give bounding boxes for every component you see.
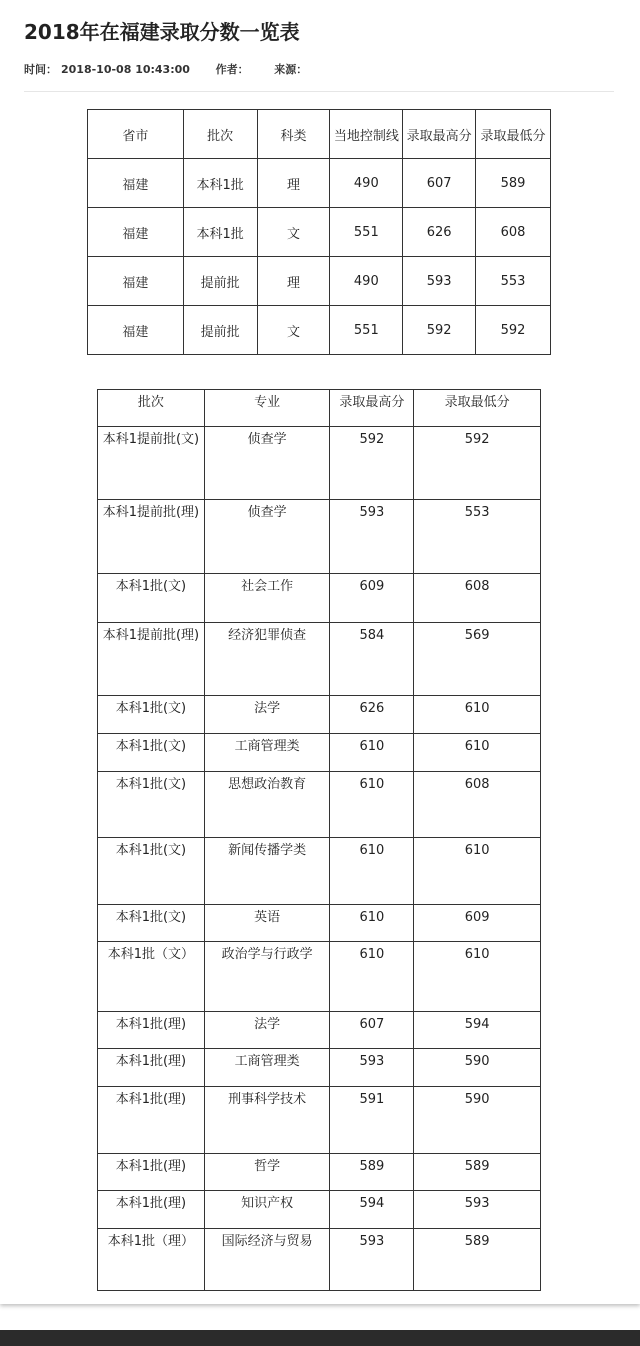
header-cell: 当地控制线 bbox=[330, 110, 403, 159]
table-cell: 610 bbox=[330, 838, 414, 905]
table-cell: 610 bbox=[414, 942, 541, 1012]
time-value: 2018-10-08 10:43:00 bbox=[61, 63, 190, 76]
table-cell: 本科1批(文) bbox=[98, 574, 205, 623]
table-row bbox=[98, 734, 541, 772]
table-cell: 侦查学 bbox=[204, 500, 330, 574]
table-cell: 福建 bbox=[88, 257, 184, 306]
table-cell: 本科1批(理) bbox=[98, 1049, 205, 1087]
table-cell: 551 bbox=[330, 306, 403, 355]
table-cell: 609 bbox=[414, 905, 541, 942]
table-cell: 592 bbox=[330, 427, 414, 500]
table-row bbox=[98, 942, 541, 1012]
table-cell: 本科1批(文) bbox=[98, 734, 205, 772]
table-cell: 本科1批 bbox=[183, 208, 257, 257]
time-label: 时间： bbox=[24, 63, 57, 76]
article-title: 2018年在福建录取分数一览表 bbox=[24, 20, 300, 44]
table-row bbox=[98, 696, 541, 734]
header-cell: 录取最低分 bbox=[414, 390, 541, 427]
table-cell: 本科1批(理) bbox=[98, 1191, 205, 1229]
table-cell: 592 bbox=[403, 306, 476, 355]
table-cell: 610 bbox=[330, 905, 414, 942]
table-cell: 本科1提前批(理) bbox=[98, 623, 205, 696]
header-cell: 批次 bbox=[183, 110, 257, 159]
table-cell: 理 bbox=[257, 257, 330, 306]
header-cell: 录取最高分 bbox=[403, 110, 476, 159]
table-cell: 589 bbox=[414, 1229, 541, 1291]
table-cell: 新闻传播学类 bbox=[204, 838, 330, 905]
table-row bbox=[98, 905, 541, 942]
table-cell: 589 bbox=[476, 159, 551, 208]
table-cell: 提前批 bbox=[183, 257, 257, 306]
table-row bbox=[98, 838, 541, 905]
table-cell: 594 bbox=[330, 1191, 414, 1229]
table-row bbox=[88, 208, 551, 257]
table-cell: 607 bbox=[403, 159, 476, 208]
table-cell: 文 bbox=[257, 208, 330, 257]
table-cell: 593 bbox=[414, 1191, 541, 1229]
major-score-table bbox=[97, 389, 541, 1291]
table-cell: 569 bbox=[414, 623, 541, 696]
table-cell: 593 bbox=[330, 1049, 414, 1087]
table-cell: 584 bbox=[330, 623, 414, 696]
table-row bbox=[98, 1229, 541, 1291]
table-cell: 590 bbox=[414, 1087, 541, 1154]
table-row bbox=[88, 306, 551, 355]
table-cell: 626 bbox=[403, 208, 476, 257]
table-cell: 593 bbox=[330, 1229, 414, 1291]
table-cell: 福建 bbox=[88, 208, 184, 257]
table-cell: 国际经济与贸易 bbox=[204, 1229, 330, 1291]
table-cell: 本科1批(理) bbox=[98, 1087, 205, 1154]
header-cell: 录取最高分 bbox=[330, 390, 414, 427]
table-row bbox=[98, 427, 541, 500]
table-cell: 福建 bbox=[88, 159, 184, 208]
table-row bbox=[98, 1154, 541, 1191]
table-cell: 593 bbox=[403, 257, 476, 306]
header-cell: 省市 bbox=[88, 110, 184, 159]
table-cell: 本科1批（理） bbox=[98, 1229, 205, 1291]
header-cell: 批次 bbox=[98, 390, 205, 427]
table-row bbox=[98, 500, 541, 574]
table-cell: 593 bbox=[330, 500, 414, 574]
table-cell: 610 bbox=[414, 734, 541, 772]
table-cell: 刑事科学技术 bbox=[204, 1087, 330, 1154]
table-cell: 490 bbox=[330, 257, 403, 306]
table-cell: 政治学与行政学 bbox=[204, 942, 330, 1012]
table-cell: 591 bbox=[330, 1087, 414, 1154]
header-cell: 科类 bbox=[257, 110, 330, 159]
table-cell: 590 bbox=[414, 1049, 541, 1087]
table-row bbox=[98, 1191, 541, 1229]
table-cell: 法学 bbox=[204, 696, 330, 734]
table-cell: 610 bbox=[330, 772, 414, 838]
table-cell: 知识产权 bbox=[204, 1191, 330, 1229]
table-cell: 提前批 bbox=[183, 306, 257, 355]
table-cell: 本科1批(文) bbox=[98, 905, 205, 942]
divider bbox=[24, 91, 614, 92]
table-cell: 594 bbox=[414, 1012, 541, 1049]
table-cell: 589 bbox=[330, 1154, 414, 1191]
table-cell: 社会工作 bbox=[204, 574, 330, 623]
table-row bbox=[98, 772, 541, 838]
table-cell: 610 bbox=[330, 942, 414, 1012]
table-row bbox=[98, 1087, 541, 1154]
table-cell: 551 bbox=[330, 208, 403, 257]
table-cell: 553 bbox=[476, 257, 551, 306]
table-cell: 610 bbox=[330, 734, 414, 772]
table-cell: 本科1批(文) bbox=[98, 696, 205, 734]
table-cell: 589 bbox=[414, 1154, 541, 1191]
table-cell: 侦查学 bbox=[204, 427, 330, 500]
province-score-table bbox=[87, 109, 551, 355]
table-cell: 文 bbox=[257, 306, 330, 355]
table-cell: 本科1批 bbox=[183, 159, 257, 208]
table-cell: 思想政治教育 bbox=[204, 772, 330, 838]
table-cell: 607 bbox=[330, 1012, 414, 1049]
table-row bbox=[98, 623, 541, 696]
table-cell: 本科1提前批(文) bbox=[98, 427, 205, 500]
table-row bbox=[98, 1012, 541, 1049]
table-cell: 553 bbox=[414, 500, 541, 574]
source-label: 来源： bbox=[274, 63, 308, 76]
author-label: 作者： bbox=[215, 63, 249, 76]
table-cell: 本科1批(理) bbox=[98, 1154, 205, 1191]
table-cell: 英语 bbox=[204, 905, 330, 942]
table-cell: 本科1批(文) bbox=[98, 838, 205, 905]
table-cell: 610 bbox=[414, 696, 541, 734]
table-cell: 哲学 bbox=[204, 1154, 330, 1191]
table-cell: 理 bbox=[257, 159, 330, 208]
table-cell: 609 bbox=[330, 574, 414, 623]
table-row bbox=[88, 257, 551, 306]
table-cell: 608 bbox=[414, 574, 541, 623]
table-cell: 工商管理类 bbox=[204, 734, 330, 772]
header-cell: 录取最低分 bbox=[476, 110, 551, 159]
table-cell: 490 bbox=[330, 159, 403, 208]
article-meta bbox=[24, 61, 311, 77]
table-cell: 本科1提前批(理) bbox=[98, 500, 205, 574]
table-header-row bbox=[98, 390, 541, 427]
table-cell: 本科1批（文） bbox=[98, 942, 205, 1012]
table-row bbox=[98, 574, 541, 623]
footer-bar bbox=[0, 1330, 640, 1346]
table-header-row bbox=[88, 110, 551, 159]
table-cell: 经济犯罪侦查 bbox=[204, 623, 330, 696]
table-row bbox=[88, 159, 551, 208]
header-cell: 专业 bbox=[204, 390, 330, 427]
table-cell: 608 bbox=[414, 772, 541, 838]
table-cell: 610 bbox=[414, 838, 541, 905]
table-cell: 本科1批(文) bbox=[98, 772, 205, 838]
table-cell: 592 bbox=[476, 306, 551, 355]
table-row bbox=[98, 1049, 541, 1087]
table-cell: 592 bbox=[414, 427, 541, 500]
table-cell: 福建 bbox=[88, 306, 184, 355]
table-cell: 本科1批(理) bbox=[98, 1012, 205, 1049]
table-cell: 法学 bbox=[204, 1012, 330, 1049]
table-cell: 工商管理类 bbox=[204, 1049, 330, 1087]
table-cell: 608 bbox=[476, 208, 551, 257]
table-cell: 626 bbox=[330, 696, 414, 734]
